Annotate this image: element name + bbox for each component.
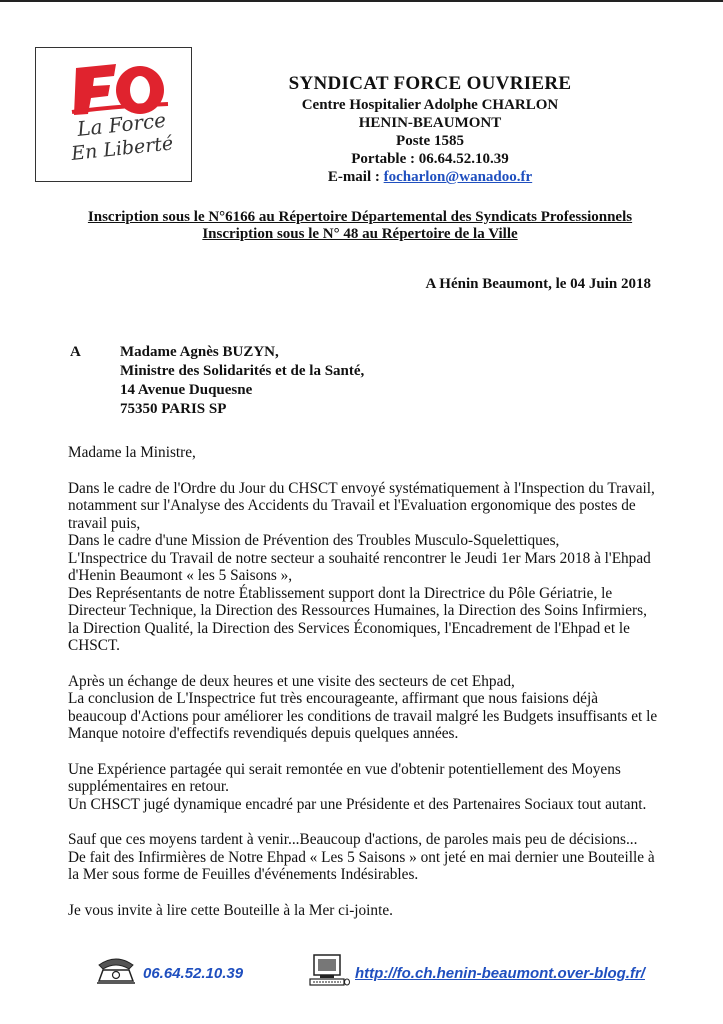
union-title: SYNDICAT FORCE OUVRIERE [288,73,572,94]
paragraph-2-line: Après un échange de deux heures et une visite des secteurs de cet Ehpad, [68,672,515,690]
registry-line-2: Inscription sous le N° 48 au Répertoire de la Ville [202,226,518,242]
paragraph-1-line: Dans le cadre de l'Ordre du Jour du CHSCT envoyé systématiquement à l'Inspection du Travail, notamment sur l'Analyse des Accidents du Travail et l'Evaluation ergonomique des postes de travail puis, [68,479,655,532]
paragraph-1 [68,480,658,655]
footer-phone: 06.64.52.10.39 [143,965,244,982]
letter-body [68,444,658,919]
paragraph-3-line: Un CHSCT jugé dynamique encadré par une Présidente et des Partenaires Sociaux tout autant. [68,795,647,813]
paragraph-3-line: Une Expérience partagée qui serait remontée en vue d'obtenir potentiellement des Moyens supplémentaires en retour. [68,760,621,795]
computer-icon [308,953,350,987]
salutation: Madame la Ministre, [68,444,196,461]
registry-line-1: Inscription sous le N°6166 au Répertoire Départemental des Syndicats Professionnels [87,209,633,225]
paragraph-2 [68,673,658,743]
paragraph-1-line: Dans le cadre d'une Mission de Prévention des Troubles Musculo-Squelettiques, [68,532,560,549]
email-link[interactable]: focharlon@wanadoo.fr [383,169,533,185]
email-line [230,168,630,186]
registry-info [60,209,660,243]
recipient-title: Ministre des Solidarités et de la Santé, [120,363,365,379]
hospital-name: Centre Hospitalier Adolphe CHARLON [301,97,559,113]
logo-box [35,47,192,182]
letterhead [230,72,630,186]
paragraph-3 [68,761,658,814]
date-line: A Hénin Beaumont, le 04 Juin 2018 [425,276,651,292]
paragraph-4-line: Sauf que ces moyens tardent à venir...Beaucoup d'actions, de paroles mais peu de décisions... [68,831,638,848]
slogan-line2: En Liberté [70,132,175,165]
closing-line: Je vous invite à lire cette Bouteille à la Mer ci-jointe. [68,901,393,919]
recipient-name: Madame Agnès BUZYN, [120,344,279,360]
fo-logo [36,48,191,181]
email-label: E-mail : [327,169,384,185]
city-name: HENIN-BEAUMONT [358,115,502,131]
paragraph-4-line: De fait des Infirmières de Notre Ehpad « Les 5 Saisons » ont jeté en mai dernier une Bouteille à la Mer sous forme de Feuilles d'événements Indésirables. [68,848,655,883]
top-rule [0,0,723,2]
mobile-number: Portable : 06.64.52.10.39 [351,151,509,167]
post-number: Poste 1585 [396,133,464,149]
recipient-prefix: A [70,344,81,360]
fo-letters-icon [72,64,168,115]
paragraph-1-line: L'Inspectrice du Travail de notre secteur a souhaité rencontrer le Jeudi 1er Mars 2018 à l'Ehpad d'Henin Beaumont « les 5 Saisons », [68,549,651,584]
telephone-icon [95,953,137,985]
recipient-city: 75350 PARIS SP [120,401,227,417]
slogan-line1: La Force [76,107,168,141]
paragraph-4 [68,831,658,884]
footer-blog-link[interactable]: http://fo.ch.henin-beaumont.over-blog.fr/ [355,965,645,982]
recipient-street: 14 Avenue Duquesne [120,382,253,398]
paragraph-2-line: La conclusion de L'Inspectrice fut très encourageante, affirmant que nous faisions déjà beaucoup d'Actions pour améliorer les conditions de travail malgré les Budgets insuffisants et le Manque notoire d'effectifs revendiqués depuis quelques années. [68,690,658,742]
paragraph-1-line: Des Représentants de notre Établissement support dont la Directrice du Pôle Gériatrie, le Directeur Technique, la Direction des Ressources Humaines, la Direction des Soins Infirmiers, la Direction Qualité, la Direction des Services Économiques, l'Encadrement de l'Ehpad et le CHSCT. [68,584,647,654]
